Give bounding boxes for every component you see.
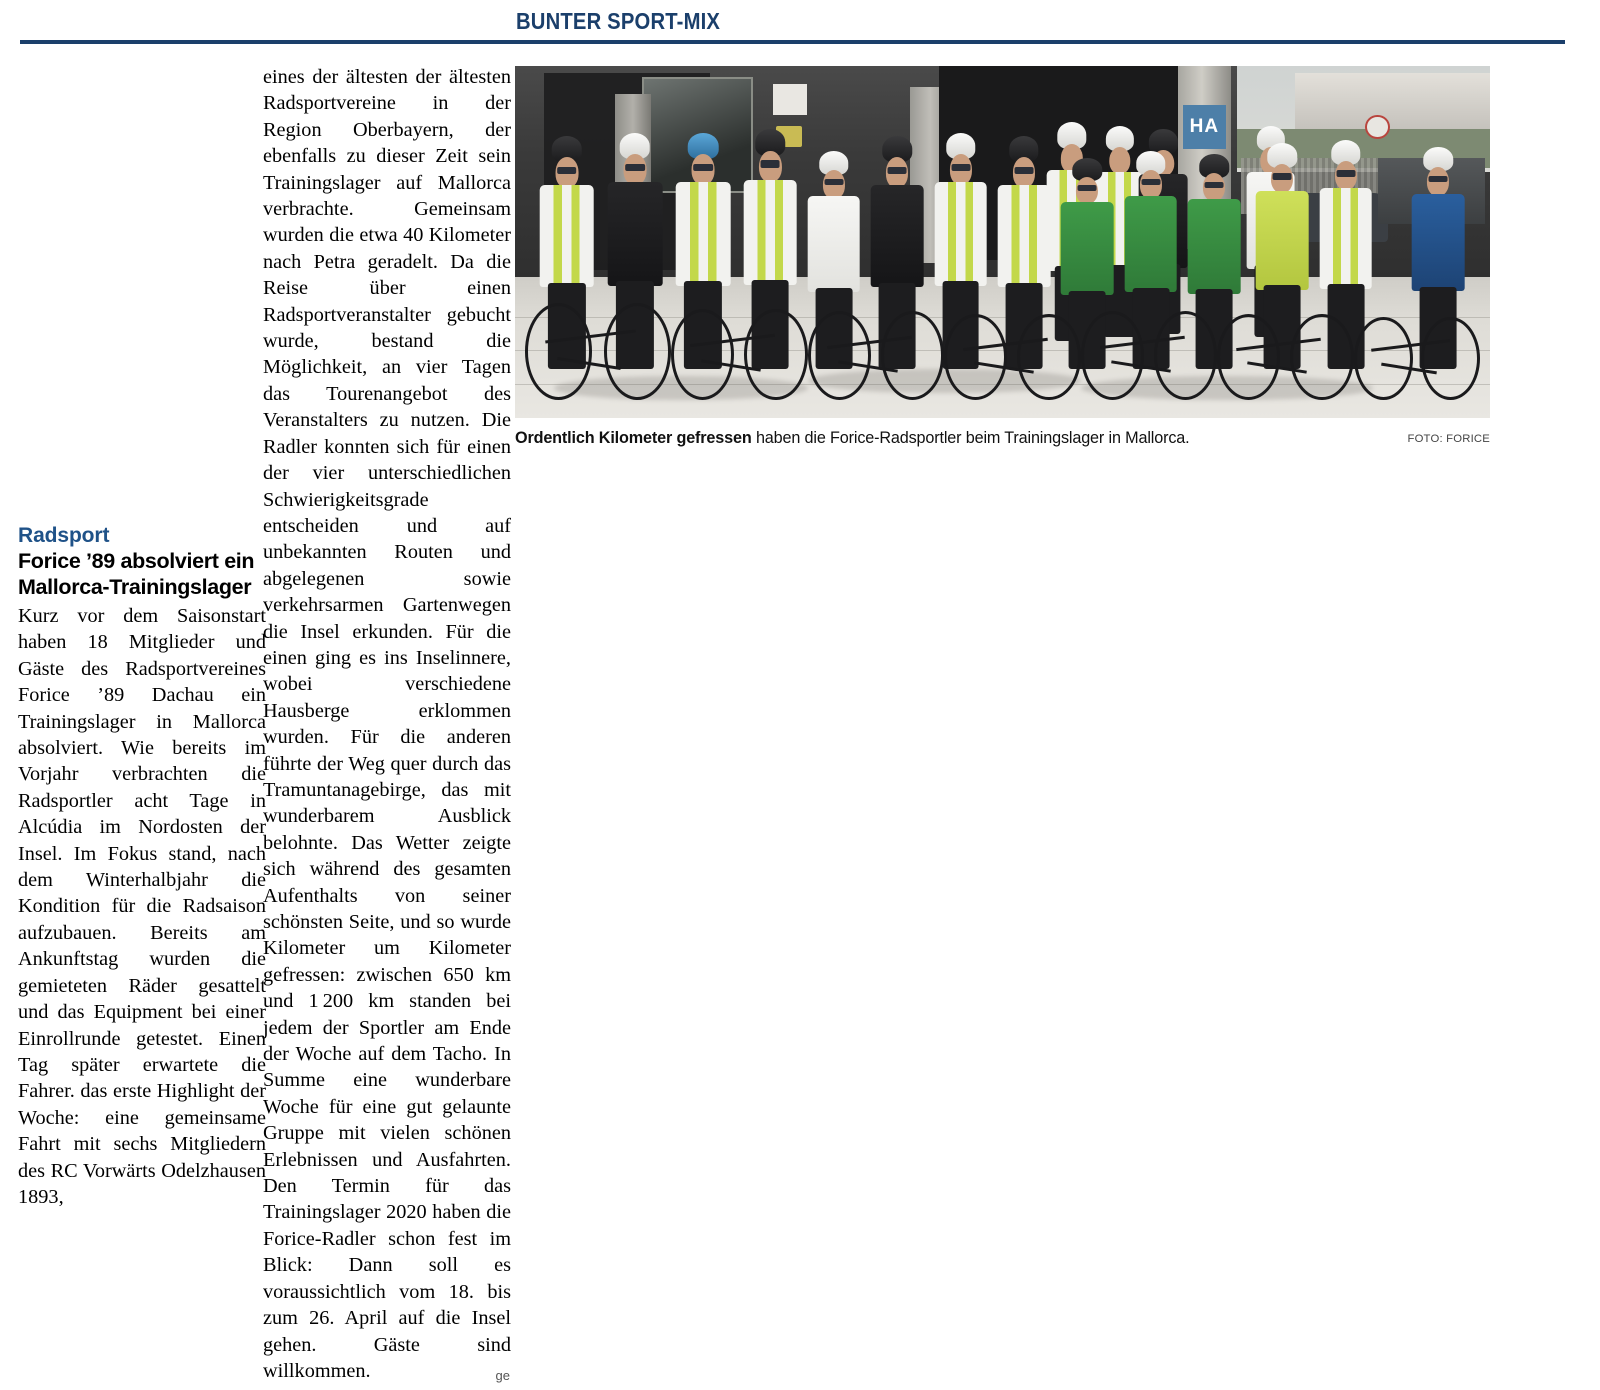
wall-sign-white <box>773 84 806 116</box>
photo-caption <box>515 428 1189 448</box>
bicycle <box>1354 298 1481 400</box>
bicycle <box>525 281 671 401</box>
article-byline: ge <box>495 1368 510 1384</box>
article-headline: Forice ’89 absolviert ein Mallorca-Trainingslager <box>18 549 255 599</box>
article-body-column-1: Kurz vor dem Saisonstart haben 18 Mitglieder und Gäste des Radsportvereines Forice ’89 Dachau ein Trainingslager in Mallorca absolviert. Wie bereits im Vorjahr verbrachten die Radsportler acht Tage in Alcúdia im Nordosten der Insel. Im Fokus stand, nach dem Winterhalbjahr die Kondition für die Radsaison aufzubauen. Bereits am Ankunftstag wurden die gemieteten Räder gesattelt und das Equipment bei einer Einrollrunde getestet. Einen Tag später erwartete die Fahrer. das erste Highlight der Woche: eine gemeinsame Fahrt mit sechs Mitgliedern des RC Vorwärts Odelzhausen 1893, <box>18 605 266 1208</box>
article-kicker: Radsport <box>18 524 110 547</box>
header-divider <box>20 40 1565 44</box>
article-column-2 <box>263 64 511 1384</box>
article-body-column-2: eines der ältesten der ältesten Radsportvereine in der Region Oberbayern, der ebenfalls zu dieser Zeit sein Trainingslager auf Mallorca verbrachte. Gemeinsam wurden die etwa 40 Kilometer nach Petra geradelt. Da die Reise über einen Radsportveranstalter gebucht wurde, bestand die Möglichkeit, an vier Tagen das Tourenangebot des Veranstalters zu nutzen. Die Radler konnten sich für einen der vier unterschiedlichen Schwierigkeitsgrade entscheiden und auf unbekannten Routen und abgelegenen sowie verkehrsarmen Gartenwegen die Insel erkunden. Für die einen ging es ins Inselinnere, wobei verschiedene Hausberge erklommen wurden. Für die anderen führte der Weg quer durch das Tramuntanagebirge, das mit wunderbarem Ausblick belohnte. Das Wetter zeigte sich während des gesamten Aufenthalts von seiner schönsten Seite, und so wurde Kilometer um Kilometer gefressen: zwischen 650 km und 1 200 km standen bei jedem der Sportler am Ende der Woche auf dem Tacho. In Summe eine wunderbare Woche für eine gut gelaunte Gruppe mit vielen schönen Erlebnissen und Ausfahrten. Den Termin für das Trainingslager 2020 haben die Forice-Radler schon fest im Blick: Dann soll es voraussichtlich vom 18. bis zum 26. April auf die Insel gehen. Gäste sind willkommen. <box>263 66 511 1382</box>
article-column-1 <box>18 523 266 1208</box>
page-header <box>0 0 1600 46</box>
bicycle <box>808 291 945 400</box>
background-building <box>1295 73 1490 133</box>
bicycle <box>1217 295 1354 401</box>
hotel-sign: HA <box>1183 105 1226 149</box>
photo-block <box>515 66 1490 418</box>
bicycle <box>1081 291 1218 400</box>
bicycle <box>944 295 1081 401</box>
group-photo <box>515 66 1490 418</box>
page-title: BUNTER SPORT-MIX <box>516 8 721 34</box>
bicycle <box>671 288 808 401</box>
photo-credit: FOTO: FORICE <box>1407 433 1490 445</box>
no-entry-sign-icon <box>1365 115 1389 139</box>
photo-caption-lead: Ordentlich Kilometer gefressen <box>515 429 752 447</box>
photo-caption-row <box>515 428 1490 450</box>
photo-caption-rest: haben die Forice-Radsportler beim Trainingslager in Mallorca. <box>751 429 1190 447</box>
